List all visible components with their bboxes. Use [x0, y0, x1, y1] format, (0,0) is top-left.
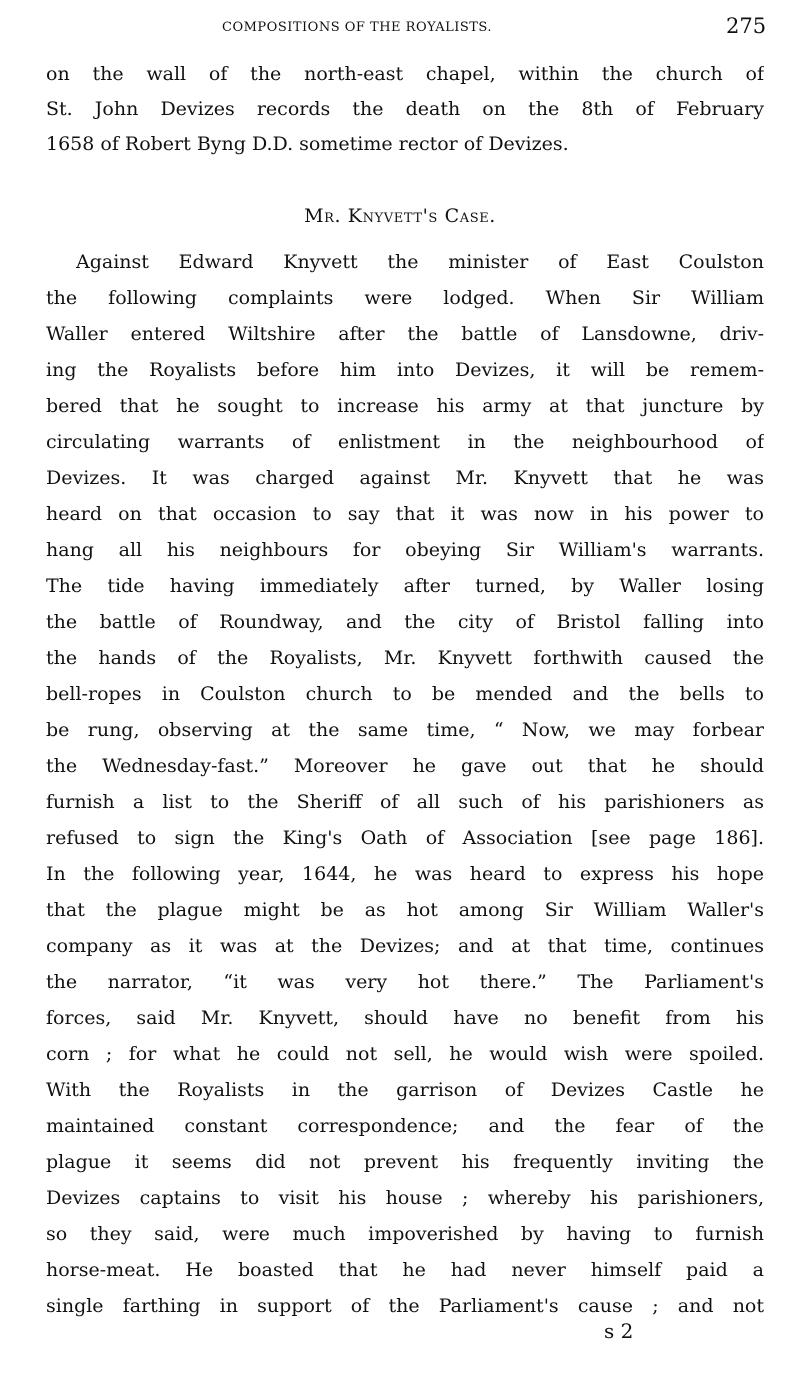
text-line: bell-ropes in Coulston church to be mended and the bells to: [46, 683, 764, 705]
text-line: The tide having immediately after turned, by Waller losing: [46, 575, 764, 597]
text-line: St. John Devizes records the death on the 8th of February: [46, 98, 764, 120]
text-line: that the plague might be as hot among Sir William Waller's: [46, 899, 764, 921]
text-line: 1658 of Robert Byng D.D. sometime rector of Devizes.: [46, 133, 569, 155]
text-line: In the following year, 1644, he was heard to express his hope: [46, 863, 764, 885]
text-line: forces, said Mr. Knyvett, should have no benefit from his: [46, 1007, 764, 1029]
text-line: the following complaints were lodged. When Sir William: [46, 287, 764, 309]
text-line: hang all his neighbours for obeying Sir William's warrants.: [46, 539, 764, 561]
text-line: company as it was at the Devizes; and at that time, continues: [46, 935, 764, 957]
text-line: the Wednesday-fast.” Moreover he gave out that he should: [46, 755, 764, 777]
signature-mark: s 2: [604, 1319, 634, 1343]
text-line: circulating warrants of enlistment in the neighbourhood of: [46, 431, 764, 453]
text-line: refused to sign the King's Oath of Association [see page 186].: [46, 827, 764, 849]
page-number: 275: [726, 14, 767, 38]
text-line: With the Royalists in the garrison of Devizes Castle he: [46, 1079, 764, 1101]
text-line: Devizes. It was charged against Mr. Knyvett that he was: [46, 467, 764, 489]
text-line: maintained constant correspondence; and the fear of the: [46, 1115, 764, 1137]
text-line: plague it seems did not prevent his frequently inviting the: [46, 1151, 764, 1173]
text-line: so they said, were much impoverished by having to furnish: [46, 1223, 764, 1245]
text-line: Devizes captains to visit his house ; whereby his parishioners,: [46, 1187, 764, 1209]
running-title: COMPOSITIONS OF THE ROYALISTS.: [222, 20, 493, 35]
text-line: the hands of the Royalists, Mr. Knyvett forthwith caused the: [46, 647, 764, 669]
text-line: heard on that occasion to say that it was now in his power to: [46, 503, 764, 525]
running-head: [0, 12, 800, 42]
text-line: bered that he sought to increase his army at that juncture by: [46, 395, 764, 417]
text-line: on the wall of the north-east chapel, within the church of: [46, 63, 764, 85]
text-line: ing the Royalists before him into Devizes, it will be remem-: [46, 359, 764, 381]
text-line: the narrator, “it was very hot there.” The Parliament's: [46, 971, 764, 993]
text-line: single farthing in support of the Parliament's cause ; and not: [46, 1295, 764, 1317]
text-line: the battle of Roundway, and the city of Bristol falling into: [46, 611, 764, 633]
text-line: Against Edward Knyvett the minister of East Coulston: [76, 251, 764, 273]
section-heading: Mr. Knyvett's Case.: [304, 205, 496, 227]
text-line: corn ; for what he could not sell, he would wish were spoiled.: [46, 1043, 764, 1065]
text-line: horse-meat. He boasted that he had never himself paid a: [46, 1259, 764, 1281]
text-line: Waller entered Wiltshire after the battle of Lansdowne, driv-: [46, 323, 764, 345]
text-line: furnish a list to the Sheriff of all such of his parishioners as: [46, 791, 764, 813]
text-line: be rung, observing at the same time, “ Now, we may forbear: [46, 719, 764, 741]
